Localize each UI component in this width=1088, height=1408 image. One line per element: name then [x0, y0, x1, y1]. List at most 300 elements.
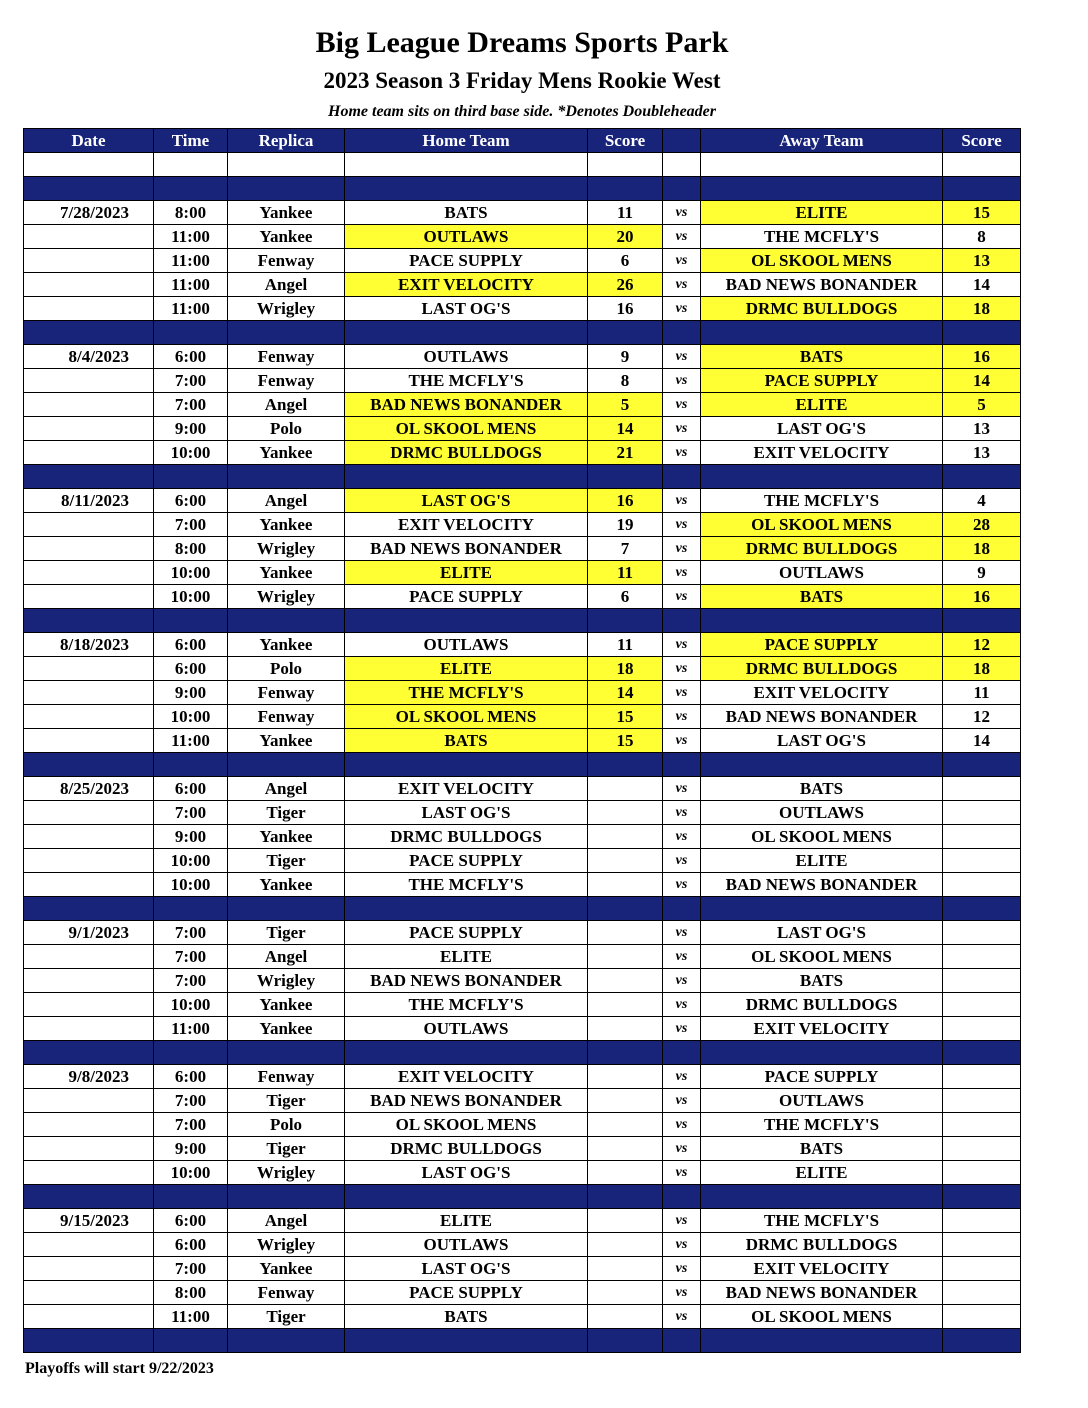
- home-score: [588, 1113, 663, 1137]
- home-score: [588, 1281, 663, 1305]
- game-time: 9:00: [154, 417, 228, 441]
- home-score: [588, 1137, 663, 1161]
- game-field: Fenway: [228, 369, 345, 393]
- game-time: 7:00: [154, 801, 228, 825]
- away-team: DRMC BULLDOGS: [701, 297, 943, 321]
- away-score: [943, 921, 1021, 945]
- page-subtitle: 2023 Season 3 Friday Mens Rookie West: [323, 68, 721, 93]
- game-field: Tiger: [228, 801, 345, 825]
- vs-label: vs: [663, 801, 701, 825]
- col-home-team: Home Team: [345, 129, 588, 153]
- away-team: BATS: [701, 1137, 943, 1161]
- game-row: [24, 1017, 1021, 1041]
- game-row: [24, 441, 1021, 465]
- home-team: BATS: [345, 201, 588, 225]
- game-date: 8/4/2023: [24, 345, 154, 369]
- game-field: Wrigley: [228, 1161, 345, 1185]
- away-score: 28: [943, 513, 1021, 537]
- game-date: [24, 993, 154, 1017]
- game-time: 7:00: [154, 1113, 228, 1137]
- game-field: Fenway: [228, 249, 345, 273]
- game-time: 6:00: [154, 489, 228, 513]
- game-row: [24, 1089, 1021, 1113]
- game-row: [24, 585, 1021, 609]
- game-time: 10:00: [154, 993, 228, 1017]
- away-team: ELITE: [701, 849, 943, 873]
- home-team: BAD NEWS BONANDER: [345, 1089, 588, 1113]
- vs-label: vs: [663, 225, 701, 249]
- away-team: BATS: [701, 585, 943, 609]
- game-time: 6:00: [154, 1065, 228, 1089]
- game-time: 11:00: [154, 273, 228, 297]
- away-score: 18: [943, 297, 1021, 321]
- home-score: [588, 1233, 663, 1257]
- schedule-body: [24, 177, 1021, 1353]
- vs-label: vs: [663, 561, 701, 585]
- away-team: LAST OG'S: [701, 417, 943, 441]
- vs-label: vs: [663, 273, 701, 297]
- game-row: [24, 537, 1021, 561]
- game-time: 7:00: [154, 393, 228, 417]
- game-date: [24, 1089, 154, 1113]
- away-team: OUTLAWS: [701, 561, 943, 585]
- vs-label: vs: [663, 393, 701, 417]
- col-date: Date: [24, 129, 154, 153]
- vs-label: vs: [663, 969, 701, 993]
- away-score: 18: [943, 657, 1021, 681]
- home-team: OUTLAWS: [345, 345, 588, 369]
- game-date: [24, 1233, 154, 1257]
- week-separator: [24, 177, 1021, 201]
- week-separator: [24, 609, 1021, 633]
- vs-label: vs: [663, 489, 701, 513]
- vs-label: vs: [663, 993, 701, 1017]
- home-team: EXIT VELOCITY: [345, 513, 588, 537]
- game-date: [24, 225, 154, 249]
- home-score: [588, 873, 663, 897]
- game-row: [24, 1233, 1021, 1257]
- game-field: Yankee: [228, 441, 345, 465]
- game-row: [24, 201, 1021, 225]
- home-score: 15: [588, 705, 663, 729]
- away-score: 8: [943, 225, 1021, 249]
- game-time: 10:00: [154, 561, 228, 585]
- game-time: 10:00: [154, 705, 228, 729]
- game-date: 9/15/2023: [24, 1209, 154, 1233]
- game-field: Wrigley: [228, 969, 345, 993]
- game-row: [24, 1065, 1021, 1089]
- away-team: DRMC BULLDOGS: [701, 537, 943, 561]
- home-team: BATS: [345, 729, 588, 753]
- away-team: LAST OG'S: [701, 921, 943, 945]
- away-score: [943, 1305, 1021, 1329]
- vs-label: vs: [663, 345, 701, 369]
- game-field: Angel: [228, 489, 345, 513]
- game-date: [24, 537, 154, 561]
- away-score: 5: [943, 393, 1021, 417]
- game-time: 7:00: [154, 1089, 228, 1113]
- game-row: [24, 561, 1021, 585]
- game-date: [24, 1113, 154, 1137]
- away-score: [943, 1137, 1021, 1161]
- home-team: PACE SUPPLY: [345, 921, 588, 945]
- home-team: PACE SUPPLY: [345, 249, 588, 273]
- vs-label: vs: [663, 1161, 701, 1185]
- game-row: [24, 729, 1021, 753]
- game-row: [24, 849, 1021, 873]
- home-score: 16: [588, 297, 663, 321]
- game-row: [24, 1305, 1021, 1329]
- game-row: [24, 1281, 1021, 1305]
- away-team: OL SKOOL MENS: [701, 513, 943, 537]
- vs-label: vs: [663, 657, 701, 681]
- home-score: [588, 1017, 663, 1041]
- game-time: 8:00: [154, 537, 228, 561]
- away-team: EXIT VELOCITY: [701, 441, 943, 465]
- away-team: BAD NEWS BONANDER: [701, 873, 943, 897]
- home-score: 6: [588, 249, 663, 273]
- game-date: [24, 729, 154, 753]
- game-row: [24, 225, 1021, 249]
- home-score: 20: [588, 225, 663, 249]
- away-team: PACE SUPPLY: [701, 1065, 943, 1089]
- game-time: 8:00: [154, 201, 228, 225]
- home-team: DRMC BULLDOGS: [345, 1137, 588, 1161]
- vs-label: vs: [663, 1089, 701, 1113]
- game-row: [24, 393, 1021, 417]
- game-time: 11:00: [154, 225, 228, 249]
- game-row: [24, 969, 1021, 993]
- game-field: Angel: [228, 777, 345, 801]
- home-team: BATS: [345, 1305, 588, 1329]
- game-field: Yankee: [228, 729, 345, 753]
- game-field: Polo: [228, 1113, 345, 1137]
- game-date: [24, 369, 154, 393]
- game-field: Yankee: [228, 201, 345, 225]
- game-field: Yankee: [228, 561, 345, 585]
- away-score: [943, 945, 1021, 969]
- home-team: THE MCFLY'S: [345, 369, 588, 393]
- game-row: [24, 1113, 1021, 1137]
- home-team: ELITE: [345, 657, 588, 681]
- header-row: [24, 129, 1021, 153]
- col-time: Time: [154, 129, 228, 153]
- vs-label: vs: [663, 297, 701, 321]
- home-score: 18: [588, 657, 663, 681]
- away-score: [943, 1065, 1021, 1089]
- home-team: ELITE: [345, 1209, 588, 1233]
- home-team: EXIT VELOCITY: [345, 273, 588, 297]
- home-score: [588, 921, 663, 945]
- away-team: OL SKOOL MENS: [701, 945, 943, 969]
- game-row: [24, 1209, 1021, 1233]
- blank-row: [24, 153, 1021, 177]
- away-score: [943, 873, 1021, 897]
- vs-label: vs: [663, 1305, 701, 1329]
- game-field: Wrigley: [228, 537, 345, 561]
- away-team: DRMC BULLDOGS: [701, 657, 943, 681]
- away-score: [943, 1257, 1021, 1281]
- game-date: [24, 1281, 154, 1305]
- game-date: [24, 969, 154, 993]
- away-team: OUTLAWS: [701, 1089, 943, 1113]
- game-time: 9:00: [154, 681, 228, 705]
- game-time: 7:00: [154, 369, 228, 393]
- home-score: [588, 825, 663, 849]
- game-field: Yankee: [228, 633, 345, 657]
- game-date: 8/25/2023: [24, 777, 154, 801]
- game-field: Polo: [228, 657, 345, 681]
- vs-label: vs: [663, 537, 701, 561]
- game-time: 11:00: [154, 729, 228, 753]
- week-separator: [24, 1329, 1021, 1353]
- away-score: 14: [943, 273, 1021, 297]
- game-row: [24, 633, 1021, 657]
- game-date: [24, 1137, 154, 1161]
- home-score: [588, 849, 663, 873]
- game-time: 7:00: [154, 945, 228, 969]
- game-row: [24, 249, 1021, 273]
- vs-label: vs: [663, 249, 701, 273]
- game-date: [24, 417, 154, 441]
- home-team: ELITE: [345, 945, 588, 969]
- home-team: LAST OG'S: [345, 297, 588, 321]
- game-date: 8/18/2023: [24, 633, 154, 657]
- game-field: Yankee: [228, 825, 345, 849]
- away-team: BAD NEWS BONANDER: [701, 705, 943, 729]
- game-time: 8:00: [154, 1281, 228, 1305]
- game-date: 8/11/2023: [24, 489, 154, 513]
- home-score: 11: [588, 201, 663, 225]
- game-row: [24, 345, 1021, 369]
- home-score: 19: [588, 513, 663, 537]
- home-team: BAD NEWS BONANDER: [345, 393, 588, 417]
- away-team: THE MCFLY'S: [701, 1209, 943, 1233]
- away-score: [943, 801, 1021, 825]
- game-time: 11:00: [154, 249, 228, 273]
- game-row: [24, 777, 1021, 801]
- game-field: Tiger: [228, 849, 345, 873]
- home-score: 9: [588, 345, 663, 369]
- home-score: 14: [588, 417, 663, 441]
- home-score: [588, 1209, 663, 1233]
- game-field: Yankee: [228, 873, 345, 897]
- away-team: THE MCFLY'S: [701, 1113, 943, 1137]
- home-score: [588, 945, 663, 969]
- away-team: EXIT VELOCITY: [701, 1257, 943, 1281]
- week-separator: [24, 1185, 1021, 1209]
- home-score: 6: [588, 585, 663, 609]
- game-date: [24, 825, 154, 849]
- game-row: [24, 825, 1021, 849]
- week-separator: [24, 897, 1021, 921]
- game-field: Fenway: [228, 1065, 345, 1089]
- away-score: [943, 849, 1021, 873]
- home-score: 16: [588, 489, 663, 513]
- game-row: [24, 273, 1021, 297]
- game-date: [24, 249, 154, 273]
- game-field: Fenway: [228, 681, 345, 705]
- home-team: OUTLAWS: [345, 1233, 588, 1257]
- col-replica: Replica: [228, 129, 345, 153]
- game-field: Angel: [228, 273, 345, 297]
- game-date: [24, 561, 154, 585]
- away-team: ELITE: [701, 393, 943, 417]
- game-time: 7:00: [154, 921, 228, 945]
- away-team: BAD NEWS BONANDER: [701, 1281, 943, 1305]
- away-score: [943, 1209, 1021, 1233]
- away-team: OL SKOOL MENS: [701, 1305, 943, 1329]
- game-field: Polo: [228, 417, 345, 441]
- game-row: [24, 681, 1021, 705]
- vs-label: vs: [663, 1257, 701, 1281]
- away-team: EXIT VELOCITY: [701, 1017, 943, 1041]
- home-team: LAST OG'S: [345, 1161, 588, 1185]
- game-date: [24, 705, 154, 729]
- game-field: Tiger: [228, 921, 345, 945]
- game-time: 6:00: [154, 1233, 228, 1257]
- game-time: 7:00: [154, 1257, 228, 1281]
- home-team: DRMC BULLDOGS: [345, 441, 588, 465]
- game-row: [24, 945, 1021, 969]
- game-field: Yankee: [228, 1257, 345, 1281]
- game-time: 10:00: [154, 441, 228, 465]
- home-score: [588, 1065, 663, 1089]
- away-score: 18: [943, 537, 1021, 561]
- game-time: 11:00: [154, 1017, 228, 1041]
- away-score: [943, 1113, 1021, 1137]
- away-score: [943, 825, 1021, 849]
- away-score: [943, 993, 1021, 1017]
- col-away-score: Score: [943, 129, 1021, 153]
- away-team: ELITE: [701, 1161, 943, 1185]
- vs-label: vs: [663, 1137, 701, 1161]
- game-date: [24, 297, 154, 321]
- vs-label: vs: [663, 201, 701, 225]
- game-time: 7:00: [154, 969, 228, 993]
- game-date: [24, 1161, 154, 1185]
- away-score: 13: [943, 249, 1021, 273]
- game-date: 9/1/2023: [24, 921, 154, 945]
- game-date: [24, 873, 154, 897]
- home-score: [588, 1305, 663, 1329]
- home-score: 5: [588, 393, 663, 417]
- game-date: [24, 681, 154, 705]
- home-score: [588, 777, 663, 801]
- vs-label: vs: [663, 777, 701, 801]
- game-row: [24, 1137, 1021, 1161]
- playoffs-note: Playoffs will start 9/22/2023: [25, 1360, 214, 1377]
- away-team: OL SKOOL MENS: [701, 249, 943, 273]
- game-row: [24, 705, 1021, 729]
- away-team: OL SKOOL MENS: [701, 825, 943, 849]
- away-score: 12: [943, 633, 1021, 657]
- away-score: 13: [943, 417, 1021, 441]
- game-date: [24, 441, 154, 465]
- away-score: 4: [943, 489, 1021, 513]
- away-score: [943, 1233, 1021, 1257]
- vs-label: vs: [663, 825, 701, 849]
- game-field: Tiger: [228, 1137, 345, 1161]
- home-team: LAST OG'S: [345, 1257, 588, 1281]
- game-field: Tiger: [228, 1305, 345, 1329]
- home-team: PACE SUPPLY: [345, 1281, 588, 1305]
- schedule-note: Home team sits on third base side. *Denotes Doubleheader: [328, 103, 716, 120]
- vs-label: vs: [663, 873, 701, 897]
- vs-label: vs: [663, 1233, 701, 1257]
- vs-label: vs: [663, 681, 701, 705]
- away-team: PACE SUPPLY: [701, 633, 943, 657]
- away-score: [943, 777, 1021, 801]
- vs-label: vs: [663, 585, 701, 609]
- game-row: [24, 369, 1021, 393]
- home-team: PACE SUPPLY: [345, 849, 588, 873]
- home-team: THE MCFLY'S: [345, 873, 588, 897]
- home-team: EXIT VELOCITY: [345, 1065, 588, 1089]
- game-time: 10:00: [154, 1161, 228, 1185]
- col-away-team: Away Team: [701, 129, 943, 153]
- home-team: BAD NEWS BONANDER: [345, 969, 588, 993]
- game-time: 9:00: [154, 1137, 228, 1161]
- home-team: OUTLAWS: [345, 225, 588, 249]
- vs-label: vs: [663, 945, 701, 969]
- game-time: 10:00: [154, 585, 228, 609]
- home-team: THE MCFLY'S: [345, 681, 588, 705]
- game-date: [24, 1257, 154, 1281]
- game-row: [24, 1257, 1021, 1281]
- vs-label: vs: [663, 1065, 701, 1089]
- game-field: Angel: [228, 393, 345, 417]
- away-score: 15: [943, 201, 1021, 225]
- game-field: Angel: [228, 945, 345, 969]
- game-time: 11:00: [154, 1305, 228, 1329]
- home-score: [588, 801, 663, 825]
- away-team: OUTLAWS: [701, 801, 943, 825]
- game-row: [24, 657, 1021, 681]
- away-score: 9: [943, 561, 1021, 585]
- home-score: [588, 1089, 663, 1113]
- game-field: Wrigley: [228, 585, 345, 609]
- away-team: BATS: [701, 777, 943, 801]
- home-score: 11: [588, 561, 663, 585]
- game-time: 6:00: [154, 633, 228, 657]
- vs-label: vs: [663, 705, 701, 729]
- home-score: 21: [588, 441, 663, 465]
- game-row: [24, 993, 1021, 1017]
- game-field: Tiger: [228, 1089, 345, 1113]
- page-title: Big League Dreams Sports Park: [315, 26, 729, 59]
- away-score: [943, 969, 1021, 993]
- away-score: [943, 1161, 1021, 1185]
- home-score: [588, 993, 663, 1017]
- home-team: PACE SUPPLY: [345, 585, 588, 609]
- away-score: 12: [943, 705, 1021, 729]
- home-score: [588, 1257, 663, 1281]
- col-vs: [663, 129, 701, 153]
- home-team: ELITE: [345, 561, 588, 585]
- game-field: Wrigley: [228, 1233, 345, 1257]
- schedule-table: [23, 128, 1021, 1353]
- game-field: Angel: [228, 1209, 345, 1233]
- away-score: 13: [943, 441, 1021, 465]
- home-team: THE MCFLY'S: [345, 993, 588, 1017]
- vs-label: vs: [663, 849, 701, 873]
- week-separator: [24, 1041, 1021, 1065]
- game-date: [24, 1305, 154, 1329]
- game-row: [24, 513, 1021, 537]
- home-score: 11: [588, 633, 663, 657]
- away-team: DRMC BULLDOGS: [701, 1233, 943, 1257]
